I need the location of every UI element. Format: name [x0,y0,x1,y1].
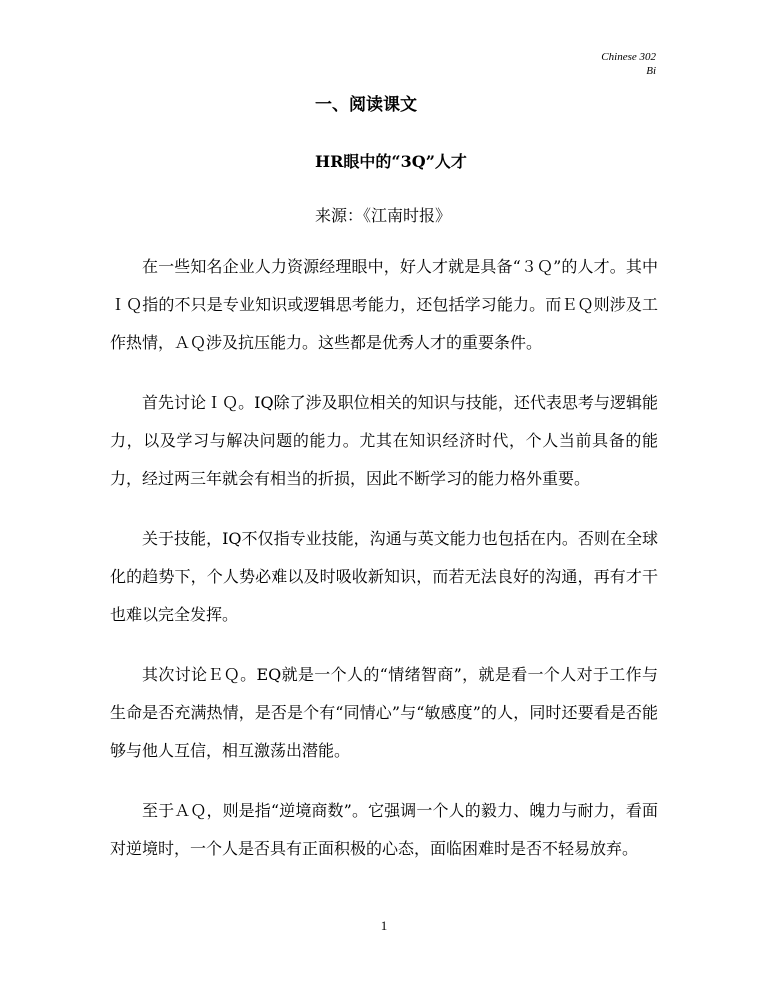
page-header [601,50,656,78]
paragraph-intro: 在一些知名企业人力资源经理眼中，好人才就是具备“３Ｑ”的人才。其中ＩＱ指的不只是专业知识或逻辑思考能力，还包括学习能力。而ＥＱ则涉及工作热情，ＡＱ涉及抗压能力。这些都是优秀人才的重要条件。 [110,257,658,352]
section-title: 一、阅读课文 [315,95,417,115]
paragraph-aq: 至于ＡＱ，则是指“逆境商数”。它强调一个人的毅力、魄力与耐力，看面对逆境时，一个人是否具有正面积极的心态，面临困难时是否不轻易放弃。 [110,801,658,858]
article-body [110,248,658,890]
paragraph-eq: 其次讨论ＥＱ。EQ就是一个人的“情绪智商”，就是看一个人对于工作与生命是否充满热情，是否是个有“同情心”与“敏感度”的人，同时还要看是否能够与他人互信，相互激荡出潜能。 [110,665,658,760]
paragraph-skills: 关于技能，IQ不仅指专业技能，沟通与英文能力也包括在内。否则在全球化的趋势下，个人势必难以及时吸收新知识，而若无法良好的沟通，再有才干也难以完全发挥。 [110,529,658,624]
article-title: HR眼中的“3Q”人才 [315,152,467,171]
article-source: 来源：《江南时报》 [315,206,452,225]
header-author: Bi [646,65,656,77]
header-course: Chinese 302 [601,51,656,63]
page-number: 1 [380,918,388,933]
paragraph-iq: 首先讨论ＩＱ。IQ除了涉及职位相关的知识与技能，还代表思考与逻辑能力，以及学习与解决问题的能力。尤其在知识经济时代，个人当前具备的能力，经过两三年就会有相当的折损，因此不断学习的能力格外重要。 [110,393,658,488]
